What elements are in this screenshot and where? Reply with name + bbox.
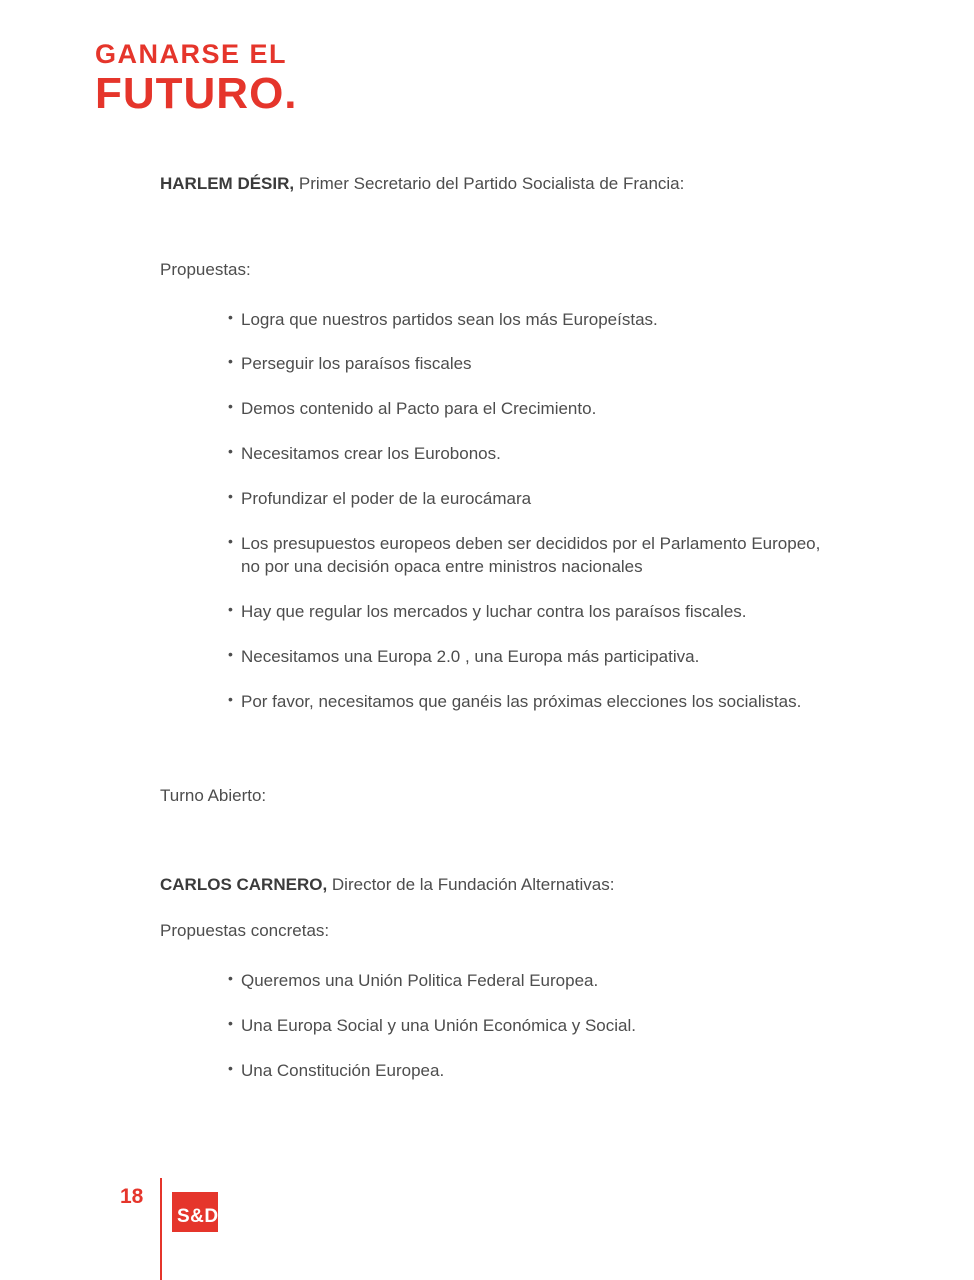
speaker-1-name: HARLEM DÉSIR, [160,174,295,193]
list-item: • Una Constitución Europea. [228,1059,822,1083]
list-item: • Una Europa Social y una Unión Económica y Social. [228,1014,822,1038]
propuestas-concretas-list [160,969,822,1082]
list-item: • Perseguir los paraísos fiscales [228,352,822,376]
list-item: • Necesitamos una Europa 2.0 , una Europa más participativa. [228,645,822,669]
speaker-2-name: CARLOS CARNERO, [160,875,328,895]
list-item: • Demos contenido al Pacto para el Crecimiento. [228,397,822,421]
propuestas-label: Propuestas: [160,259,251,279]
turno-abierto-label: Turno Abierto: [160,785,267,805]
list-item: • Logra que nuestros partidos sean los más Europeístas. [228,308,822,332]
list-item: • Por favor, necesitamos que ganéis las próximas elecciones los socialistas. [228,690,822,714]
propuestas-concretas-label: Propuestas concretas: [160,921,330,941]
speaker-2 [160,873,822,897]
document-body [160,172,822,1103]
page-number: 18 [120,1185,144,1208]
list-item: • Queremos una Unión Politica Federal Europea. [228,969,822,993]
speaker-1-role: Primer Secretario del Partido Socialista de Francia: [298,174,685,193]
propuestas-list [160,308,822,714]
sd-logo: S&D [172,1192,218,1232]
speaker-2-role: Director de la Fundación Alternativas: [331,875,615,895]
brand-line1: GANARSE EL [95,39,288,69]
list-item: • Profundizar el poder de la eurocámara [228,487,822,511]
list-item: • Los presupuestos europeos deben ser decididos por el Parlamento Europeo, no por una decisión opaca entre ministros nacionales [228,532,822,580]
speaker-1 [160,172,822,196]
footer-divider [160,1178,162,1280]
list-item: • Hay que regular los mercados y luchar contra los paraísos fiscales. [228,600,822,624]
brand-header [95,40,298,117]
list-item: • Necesitamos crear los Eurobonos. [228,442,822,466]
brand-line2: FUTURO. [95,68,298,118]
